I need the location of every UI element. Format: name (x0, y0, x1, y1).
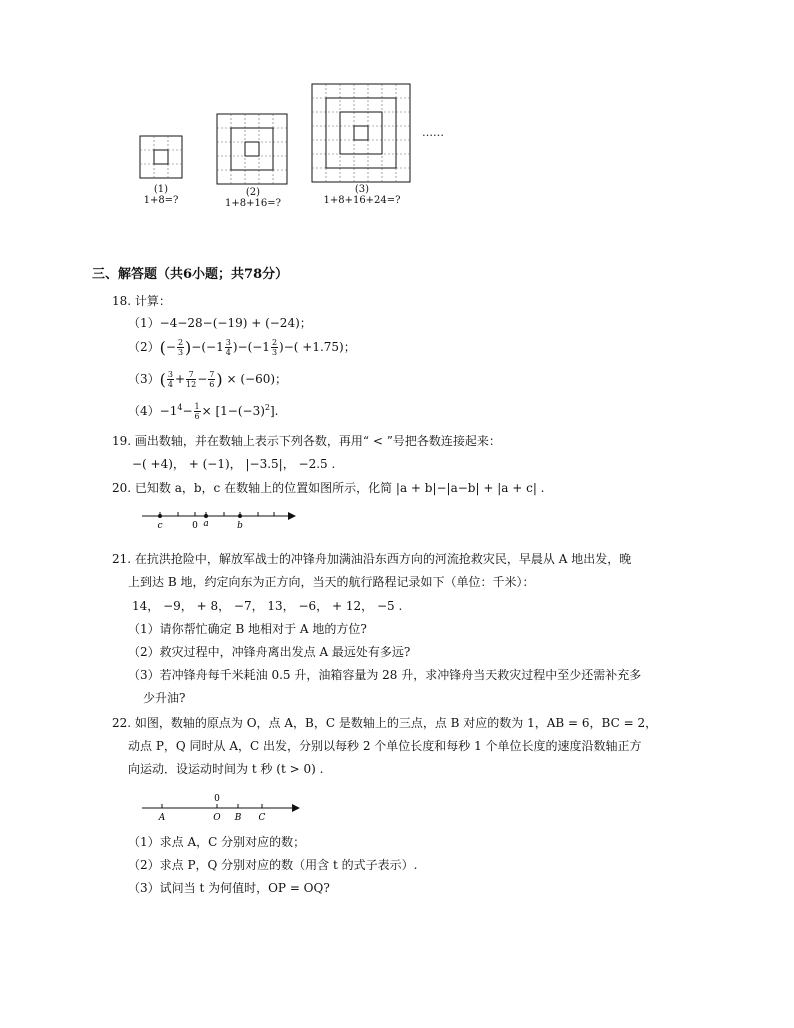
q19-stem: 19. 画出数轴，并在数轴上表示下列各数，再用“ < ”号把各数连接起来： (112, 434, 501, 448)
q20-number-line (140, 506, 300, 530)
section-title: 三、解答题（共6小题；共78分） (92, 267, 289, 282)
q18-part1: （1）−4−28−(−19) + (−24)； (128, 316, 312, 330)
figure-2-caption: (2) 1+8+16=? (225, 187, 281, 209)
q21-line2: 上到达 B 地，约定向东为正方向，当天的航行路程记录如下（单位：千米）： (128, 575, 535, 589)
figure-1-squares (140, 136, 182, 178)
q19-values: −( +4)， + (−1)， |−3.5|， −2.5 . (132, 457, 336, 471)
q22-sub3: （3）试问当 t 为何值时，OP = OQ? (128, 881, 330, 895)
svg-text:B: B (234, 813, 242, 823)
svg-text:c: c (157, 521, 163, 530)
figure-1-caption: (1) 1+8=? (143, 184, 179, 206)
q22-sub2: （2）求点 P，Q 分别对应的数（用含 t 的式子表示）. (128, 858, 418, 872)
q22-line3: 向运动．设运动时间为 t 秒 (t > 0) . (128, 762, 324, 776)
q21-record: 14， −9， + 8， −7， 13， −6， + 12， −5 . (132, 599, 403, 613)
q18-part2: （2）(− $\frac{2}{3}$ )−(−1 $\frac{3}{4}$ )−(−1 $\frac{2}{3}$ )−( +1.75)； (128, 338, 356, 357)
q22-sub1: （1）求点 A，C 分别对应的数； (128, 835, 306, 849)
svg-text:a: a (203, 519, 209, 529)
q21-sub1: （1）请你帮忙确定 B 地相对于 A 地的方位? (128, 622, 367, 636)
q22-number-line (140, 792, 305, 824)
nested-squares-figure (130, 80, 460, 190)
svg-text:A: A (158, 813, 166, 823)
q20-stem: 20. 已知数 a，b，c 在数轴上的位置如图所示，化简 |a + b|−|a−b| + |a + c| . (112, 481, 545, 495)
q21-sub3-a: （3）若冲锋舟每千米耗油 0.5 升，油箱容量为 28 升，求冲锋舟当天救灾过程中至少还需补充多 (128, 668, 642, 682)
q22-line2: 动点 P，Q 同时从 A，C 出发，分别以每秒 2 个单位长度和每秒 1 个单位长度的速度沿数轴正方 (128, 739, 642, 753)
figure-3-caption: (3) 1+8+16+24=? (323, 184, 401, 206)
svg-text:O: O (213, 813, 221, 823)
q21-line1: 21. 在抗洪抢险中，解放军战士的冲锋舟加满油沿东西方向的河流抢救灾民，早晨从 A 地出发，晚 (112, 552, 632, 566)
q21-sub3-b: 少升油? (143, 691, 186, 705)
figure-2-squares (217, 114, 287, 184)
figure-ellipsis: …… (422, 126, 444, 139)
svg-text:C: C (258, 813, 266, 823)
svg-text:0: 0 (192, 521, 198, 530)
q18-part3: （3）( $\frac{3}{4}$ + $\frac{7}{12}$ − $\frac{7}{6}$ ) × (−60)； (128, 370, 288, 389)
figure-3-squares (312, 84, 410, 182)
svg-text:0: 0 (214, 794, 220, 804)
q22-line1: 22. 如图，数轴的原点为 O，点 A，B，C 是数轴上的三点，点 B 对应的数为 1，AB = 6，BC = 2， (112, 716, 658, 730)
q18-stem: 18. 计算： (112, 294, 171, 308)
svg-text:b: b (237, 521, 243, 530)
q21-sub2: （2）救灾过程中，冲锋舟离出发点 A 最远处有多远? (128, 645, 411, 659)
q18-part4: $(4)-1^4-$ $\frac{1}{6}$ × $[1-(-3)^2]$. (128, 402, 279, 421)
